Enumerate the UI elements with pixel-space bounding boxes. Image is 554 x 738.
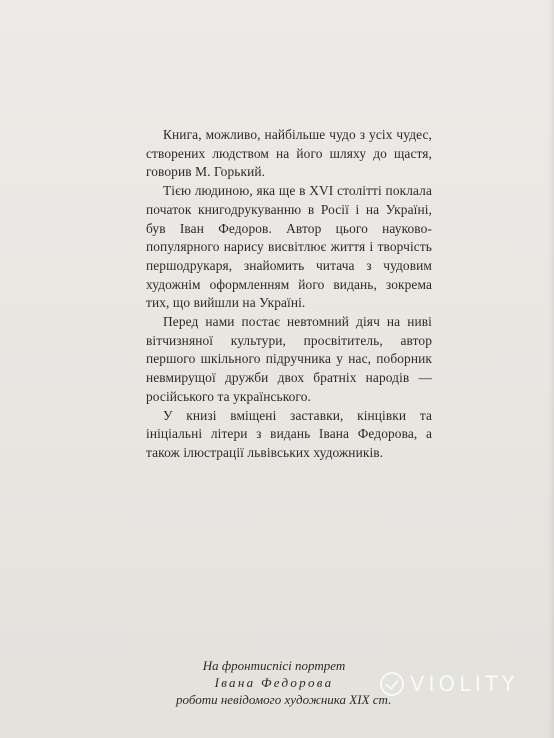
caption-line-3: роботи невідомого художника XIX ст. <box>176 691 392 707</box>
frontispiece-caption <box>176 658 392 708</box>
watermark <box>380 672 519 696</box>
paragraph-fedorov: Тією людиною, яка ще в XVI столітті поклала початок книгодрукуванню в Росії і на Україні, був Іван Федоров. Автор цього науково-популярного нарису висвітлює життя і творчість першодрукаря, знайомить читача з чудовим художнім оформленням його видань, зокрема тих, що вийшли на Україні. <box>146 183 432 311</box>
paragraph-quote: Книга, можливо, найбільше чудо з усіх чудес, створених людством на його шляху до щастя, говорив М. Горький. <box>146 127 432 180</box>
paragraph-enlightener: Перед нами постає невтомний діяч на ниві вітчизняної культури, просвітитель, автор першого шкільного підручника у нас, поборник невмирущої дружби двох братніх народів — російського та українського. <box>146 314 432 404</box>
caption-line-2: Івана Федорова <box>214 674 334 690</box>
watermark-text: VIOLITY <box>410 672 519 696</box>
caption-line-1: На фронтиспісі портрет <box>202 658 346 673</box>
paragraph-illustrations: У книзі вміщені заставки, кінцівки та ініціальні літери з видань Івана Федорова, а також ілюстрації львівських художників. <box>146 407 432 460</box>
annotation-text <box>146 126 432 463</box>
